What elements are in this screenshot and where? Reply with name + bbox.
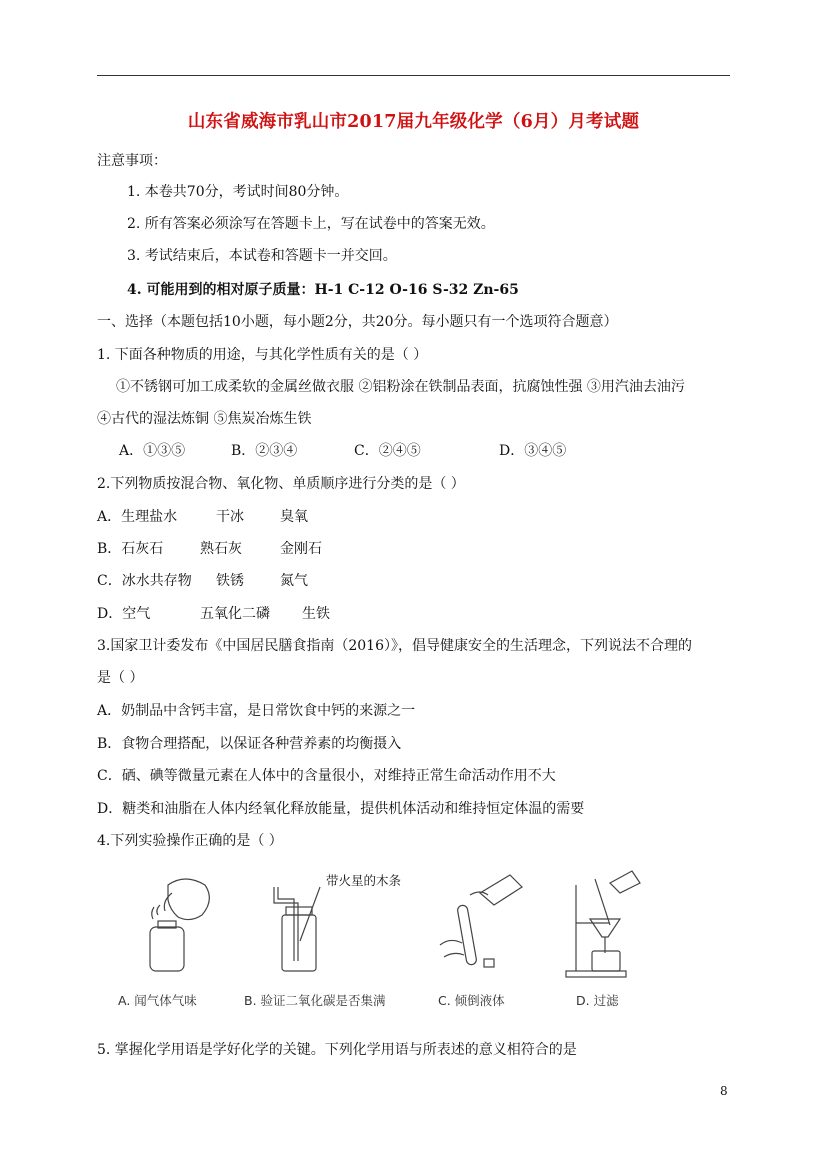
- lab-figure-drawing: [110, 865, 750, 990]
- option-d: D．糖类和油脂在人体内经氧化释放能量，提供机体活动和维持恒定体温的需要: [97, 801, 585, 817]
- option-d-term: 生铁: [302, 606, 330, 622]
- pouring-liquid-illustration: [440, 875, 522, 967]
- section-heading: 一、选择（本题包括10小题，每小题2分，共20分。每小题只有一个选项符合题意）: [97, 314, 618, 330]
- question-1-items: ①不锈钢可加工成柔软的金属丝做衣服 ②铝粉涂在铁制品表面，抗腐蚀性强 ③用汽油去油污: [116, 379, 685, 395]
- option-c-term: 氮气: [280, 573, 308, 589]
- option-c: C．②④⑤: [354, 443, 421, 459]
- option-a: A．①③⑤: [119, 443, 186, 459]
- question-1-stem: 1. 下面各种物质的用途，与其化学性质有关的是（ ）: [97, 347, 428, 363]
- option-d: D．空气: [97, 606, 151, 622]
- option-b: B．②③④: [231, 443, 298, 459]
- option-c: C．冰水共存物: [97, 573, 192, 589]
- option-a: A．奶制品中含钙丰富，是日常饮食中钙的来源之一: [97, 703, 416, 719]
- option-b: B．食物合理搭配，以保证各种营养素的均衡摄入: [97, 736, 402, 752]
- option-b-term: 熟石灰: [200, 541, 242, 557]
- question-3-stem: 3.国家卫计委发布《中国居民膳食指南（2016）》，倡导健康安全的生活理念，下列说法不合理的: [97, 638, 692, 654]
- question-1-items: ④古代的湿法炼铜 ⑤焦炭冶炼生铁: [97, 411, 312, 427]
- caption-d: D. 过滤: [576, 993, 619, 1008]
- page-number: 8: [720, 1084, 728, 1098]
- question-4-stem: 4.下列实验操作正确的是（ ）: [97, 833, 283, 849]
- option-a-term: 干冰: [216, 509, 244, 525]
- option-c-term: 铁锈: [216, 573, 244, 589]
- option-c: C．硒、碘等微量元素在人体中的含量很小，对维持正常生命活动作用不大: [97, 768, 556, 784]
- option-d-term: 五氧化二磷: [200, 606, 270, 622]
- option-b-term: 金刚石: [280, 541, 322, 557]
- option-d: D．③④⑤: [499, 443, 567, 459]
- notice-item: 4. 可能用到的相对原子质量：H-1 C-12 O-16 S-32 Zn-65: [127, 282, 519, 298]
- option-a: A．生理盐水: [97, 509, 178, 525]
- option-a-term: 臭氧: [280, 509, 308, 525]
- caption-b: B. 验证二氧化碳是否集满: [244, 993, 386, 1008]
- lab-operations-figure: [110, 865, 750, 1015]
- smelling-gas-illustration: [150, 879, 209, 971]
- figure-label: 带火星的木条: [326, 873, 402, 888]
- co2-test-illustration: [274, 887, 320, 971]
- question-3-stem: 是（ ）: [97, 670, 144, 686]
- caption-c: C. 倾倒液体: [438, 993, 505, 1008]
- caption-a: A. 闻气体气味: [118, 993, 197, 1008]
- header-rule: [97, 75, 730, 76]
- filtration-illustration: [566, 871, 640, 977]
- page-title: 山东省威海市乳山市2017届九年级化学（6月）月考试题: [187, 112, 640, 132]
- notice-heading: 注意事项：: [97, 153, 167, 169]
- option-b: B．石灰石: [97, 541, 164, 557]
- question-2-stem: 2.下列物质按混合物、氧化物、单质顺序进行分类的是（ ）: [97, 476, 465, 492]
- notice-item: 1. 本卷共70分，考试时间80分钟。: [127, 184, 349, 200]
- question-5-stem: 5. 掌握化学用语是学好化学的关键。下列化学用语与所表述的意义相符合的是: [97, 1042, 577, 1058]
- notice-item: 2. 所有答案必须涂写在答题卡上，写在试卷中的答案无效。: [127, 216, 495, 232]
- notice-item: 3. 考试结束后，本试卷和答题卡一并交回。: [127, 248, 397, 264]
